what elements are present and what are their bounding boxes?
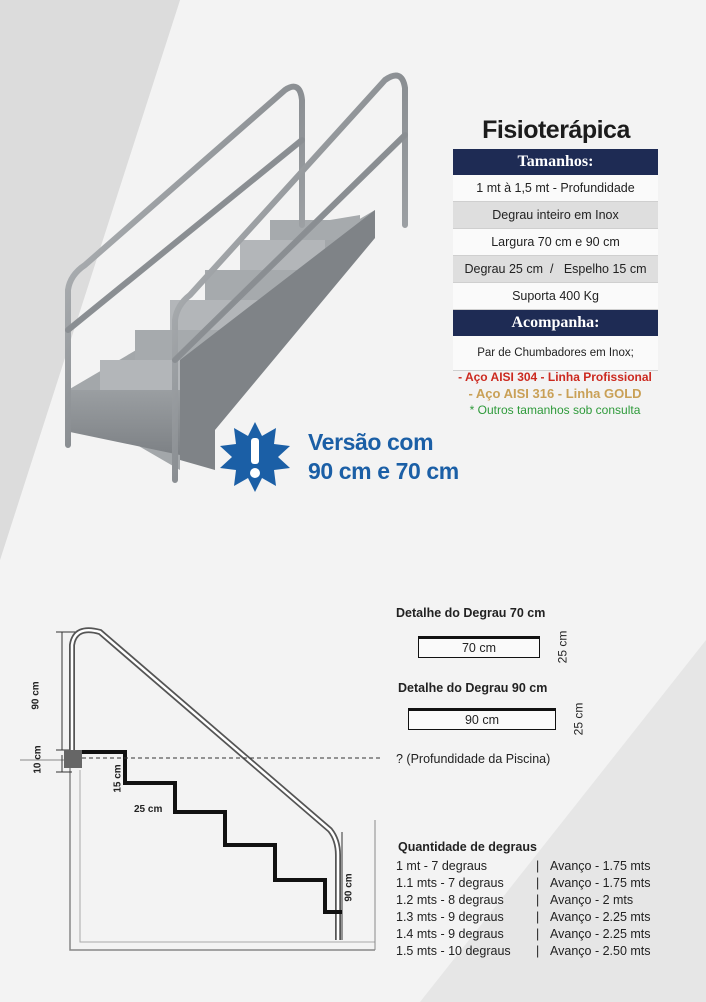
detail90-height: 25 cm xyxy=(571,702,586,736)
spec-row: 1 mt à 1,5 mt - Profundidade xyxy=(453,175,658,202)
list-item xyxy=(396,875,651,892)
separator: | xyxy=(536,859,540,873)
list-item xyxy=(396,892,651,909)
version-badge-text xyxy=(308,428,459,486)
dim-top-offset: 10 cm xyxy=(32,745,44,774)
spec-row: Suporta 400 Kg xyxy=(453,283,658,310)
qty-advance: Avanço - 2.50 mts xyxy=(550,944,651,958)
spec-row: Degrau inteiro em Inox xyxy=(453,202,658,229)
qty-depth: 1.1 mts - 7 degraus xyxy=(396,876,504,890)
list-item xyxy=(396,926,651,943)
separator: | xyxy=(536,876,540,890)
dim-bottom-rail: 90 cm xyxy=(343,873,355,902)
detail90-width: 90 cm xyxy=(464,713,500,727)
detail70-title: Detalhe do Degrau 70 cm xyxy=(396,606,546,620)
qty-depth: 1.3 mts - 9 degraus xyxy=(396,910,504,924)
list-item xyxy=(396,909,651,926)
detail90-title: Detalhe do Degrau 90 cm xyxy=(398,681,548,695)
qty-depth: 1.4 mts - 9 degraus xyxy=(396,927,504,941)
spec-row: Degrau 25 cm / Espelho 15 cm xyxy=(453,256,658,283)
tamanhos-header: Tamanhos: xyxy=(453,149,658,175)
list-item xyxy=(396,858,651,875)
list-item xyxy=(396,943,651,960)
quantidade-title: Quantidade de degraus xyxy=(398,840,537,854)
dim-rail-height: 90 cm xyxy=(30,681,42,710)
note-aisi304: - Aço AISI 304 - Linha Profissional xyxy=(458,370,652,384)
note-aisi316: - Aço AISI 316 - Linha GOLD xyxy=(468,386,642,401)
dimension-lines xyxy=(56,632,342,940)
version-line1: Versão com xyxy=(308,429,434,455)
stair-technical-diagram xyxy=(20,620,400,965)
qty-advance: Avanço - 1.75 mts xyxy=(550,859,651,873)
dim-step-run: 25 cm xyxy=(134,804,163,815)
quantidade-list xyxy=(396,858,651,960)
exclamation-burst-icon xyxy=(218,420,292,494)
separator: | xyxy=(536,944,540,958)
detail70-box xyxy=(418,636,540,658)
anchor-block xyxy=(64,750,82,768)
version-line2: 90 cm e 70 cm xyxy=(308,458,459,484)
detail90-box xyxy=(408,708,556,730)
separator: | xyxy=(536,910,540,924)
detail70-width: 70 cm xyxy=(461,641,497,655)
spec-row: Largura 70 cm e 90 cm xyxy=(453,229,658,256)
qty-depth: 1.5 mts - 10 degraus xyxy=(396,944,511,958)
dim-step-rise: 15 cm xyxy=(112,764,124,793)
qty-advance: Avanço - 2.25 mts xyxy=(550,910,651,924)
acompanha-item: Par de Chumbadores em Inox; xyxy=(453,336,658,371)
acompanha-header: Acompanha: xyxy=(453,310,658,336)
note-outros: * Outros tamanhos sob consulta xyxy=(469,403,641,417)
page-title: Fisioterápica xyxy=(482,116,630,144)
separator: | xyxy=(536,893,540,907)
spec-table xyxy=(453,149,658,371)
separator: | xyxy=(536,927,540,941)
qty-advance: Avanço - 2.25 mts xyxy=(550,927,651,941)
qty-advance: Avanço - 1.75 mts xyxy=(550,876,651,890)
detail70-height: 25 cm xyxy=(555,630,570,664)
depth-label: ? (Profundidade da Piscina) xyxy=(396,752,551,766)
qty-depth: 1 mt - 7 degraus xyxy=(396,859,488,873)
qty-depth: 1.2 mts - 8 degraus xyxy=(396,893,504,907)
qty-advance: Avanço - 2 mts xyxy=(550,893,634,907)
